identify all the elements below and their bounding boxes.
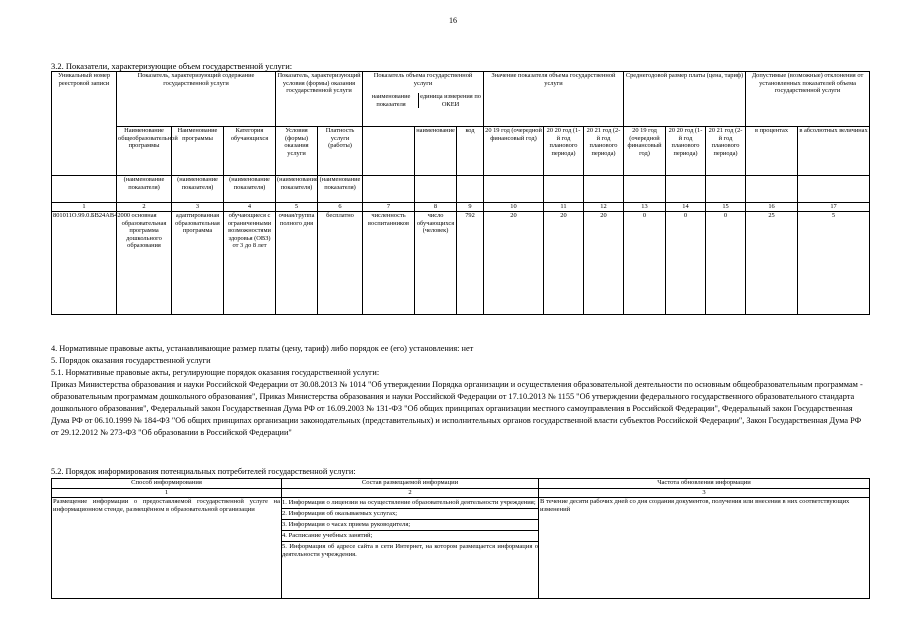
cell-price-2021: 0 [706, 212, 746, 315]
column-number: 15 [706, 203, 746, 212]
paragraph-4: 4. Нормативные правовые акты, устанавливающие размер платы (цену, тариф) либо порядок ее (его) установления: нет [51, 344, 474, 353]
sub-unit-name: наименование [415, 127, 457, 176]
cell-unit-code: 792 [457, 212, 484, 315]
header-conditions: Показатель, характеризующий условия (формы) оказания государственной услуги [276, 72, 363, 127]
column-numbers-row [52, 203, 870, 212]
table-row [52, 212, 870, 315]
info-num-3: 3 [539, 489, 870, 498]
section-title: 3.2. Показатели, характеризующие объем государственной услуги: [51, 61, 293, 71]
column-number: 6 [318, 203, 363, 212]
column-number: 12 [584, 203, 624, 212]
column-number: 14 [666, 203, 706, 212]
cell-value-2019: 20 [484, 212, 544, 315]
cell-program: основная образовательная программа дошкольного образования [117, 212, 172, 315]
header-indicator-name: наименование показателя [364, 93, 419, 108]
header-deviation: Допустимые (возможные) отклонения от установленных показателей объема государственной услуги [746, 72, 870, 127]
list-item: 5. Информация об адресе сайта в сети Интернет, на котором размещается информация о деятельности учреждения. [282, 543, 538, 558]
placeholder-3: (наименование показателя) [172, 176, 224, 203]
info-num-2: 2 [282, 489, 539, 498]
column-number: 1 [52, 203, 117, 212]
info-header-frequency: Частота обновления информации [539, 479, 870, 489]
cell-indicator: численность воспитанников [363, 212, 415, 315]
header-content: Показатель, характеризующий содержание государственной услуги [117, 72, 276, 127]
list-item: 4. Расписание учебных занятий; [282, 531, 538, 542]
column-number: 13 [624, 203, 666, 212]
cell-category: обучающиеся с ограниченными возможностями здоровья (ОВЗ) от 3 до 8 лет [224, 212, 276, 315]
column-number: 9 [457, 203, 484, 212]
list-item: 1. Информация о лицензии на осуществление образовательной деятельности учреждения; [282, 498, 538, 509]
column-number: 2 [117, 203, 172, 212]
sub-program-name: Наименование программы [172, 127, 224, 176]
placeholder-4: (наименование показателя) [224, 176, 276, 203]
info-frequency: В течение десяти рабочих дней со дня создания документов, получения или внесения в них соответствующих изменений [539, 498, 870, 599]
deviation-absolute: в абсолютных величинах [798, 127, 870, 176]
header-unique-number: Уникальный номер реестровой записи [52, 72, 117, 176]
cell-value-2020: 20 [544, 212, 584, 315]
info-method: Размещение информации о предоставляемой государственной услуге на информационном стенде, размещённом в образовательной организации [52, 498, 282, 599]
cell-dev-percent: 25 [746, 212, 798, 315]
paragraph-5-2: 5.2. Порядок информирования потенциальных потребителей государственной услуги: [51, 467, 356, 476]
cell-price-2019: 0 [624, 212, 666, 315]
column-number: 16 [746, 203, 798, 212]
placeholder-2: (наименование показателя) [117, 176, 172, 203]
header-volume-title: Показатель объема государственной услуги [373, 72, 473, 87]
info-num-1: 1 [52, 489, 282, 498]
list-item: 2. Информация об оказываемых услугах; [282, 509, 538, 520]
column-number: 10 [484, 203, 544, 212]
column-number: 3 [172, 203, 224, 212]
volume-table [51, 71, 870, 315]
page-number: 16 [449, 16, 457, 25]
info-header-method: Способ информирования [52, 479, 282, 489]
list-item: 3. Информация о часах приема руководителя; [282, 520, 538, 531]
column-number: 17 [798, 203, 870, 212]
sub-category: Категория обучающихся [224, 127, 276, 176]
column-number: 4 [224, 203, 276, 212]
column-number: 5 [276, 203, 318, 212]
sub-indicator-blank [363, 127, 415, 176]
info-table [51, 478, 870, 599]
placeholder-1 [52, 176, 117, 203]
year-price-2019: 20 19 год (очередной финансовый год) [624, 127, 666, 176]
paragraph-5-1: 5.1. Нормативные правовые акты, регулирующие порядок оказания государственной услуги: [51, 368, 380, 377]
placeholder-6: (наименование показателя) [318, 176, 363, 203]
cell-form: очная/группа полного дня [276, 212, 318, 315]
year-value-2020: 20 20 год (1-й год планового периода) [544, 127, 584, 176]
cell-payment: бесплатно [318, 212, 363, 315]
info-content-list [282, 498, 539, 599]
year-price-2020: 20 20 год (1-й год планового периода) [666, 127, 706, 176]
cell-price-2020: 0 [666, 212, 706, 315]
normative-acts-text: Приказ Министерства образования и науки Российской Федерации от 30.08.2013 № 1014 "Об утверждении Порядка организации и осуществления образовательной деятельности по основным общеобразовательным программам - образовательным программам дошкольного образования", Приказ Министерства образования и науки Российской Федерации от 17.10.2013 № 1155 "Об утверждении федерального государственного образовательного стандарта дошкольного образования", Федеральный закон Государственная Дума РФ от 16.09.2003 № 131-ФЗ "Об общих принципах организации местного самоуправления в Российской Федерации", Федеральный закон Государственная Дума РФ от 06.10.1999 № 184-ФЗ "Об общих принципах организации законодательных (представительных) и исполнительных органов государственной власти субъектов Российской Федерации", Закон Государственная Дума РФ от 29.12.2012 № 273-ФЗ "Об образовании в Российской Федерации" [51, 380, 863, 437]
placeholder-5: (наименование показателя) [276, 176, 318, 203]
year-value-2021: 20 21 год (2-й год планового периода) [584, 127, 624, 176]
cell-program-type: адаптированная образовательная программа [172, 212, 224, 315]
cell-unit-name: число обучающихся (человек) [415, 212, 457, 315]
header-volume [363, 72, 484, 127]
sub-payment: Платность услуги (работы) [318, 127, 363, 176]
header-volume-value: Значение показателя объема государственной услуги [484, 72, 624, 127]
header-unit: единица измерения по ОКЕИ [420, 93, 481, 108]
sub-unit-code: код [457, 127, 484, 176]
year-value-2019: 20 19 год (очередной финансовый год) [484, 127, 544, 176]
sub-conditions: Условия (формы) оказания услуги [276, 127, 318, 176]
cell-id: 801011О.99.0.БВ24АВ42000 [52, 212, 117, 315]
year-price-2021: 20 21 год (2-й год планового периода) [706, 127, 746, 176]
column-number: 8 [415, 203, 457, 212]
paragraph-5: 5. Порядок оказания государственной услуги [51, 356, 211, 365]
header-price: Среднегодовой размер платы (цена, тариф) [624, 72, 746, 127]
cell-value-2021: 20 [584, 212, 624, 315]
info-header-content: Состав размещаемой информации [282, 479, 539, 489]
deviation-percent: в процентах [746, 127, 798, 176]
sub-program: Наименование общеобразовательной программы [117, 127, 172, 176]
column-number: 11 [544, 203, 584, 212]
cell-dev-absolute: 5 [798, 212, 870, 315]
column-number: 7 [363, 203, 415, 212]
